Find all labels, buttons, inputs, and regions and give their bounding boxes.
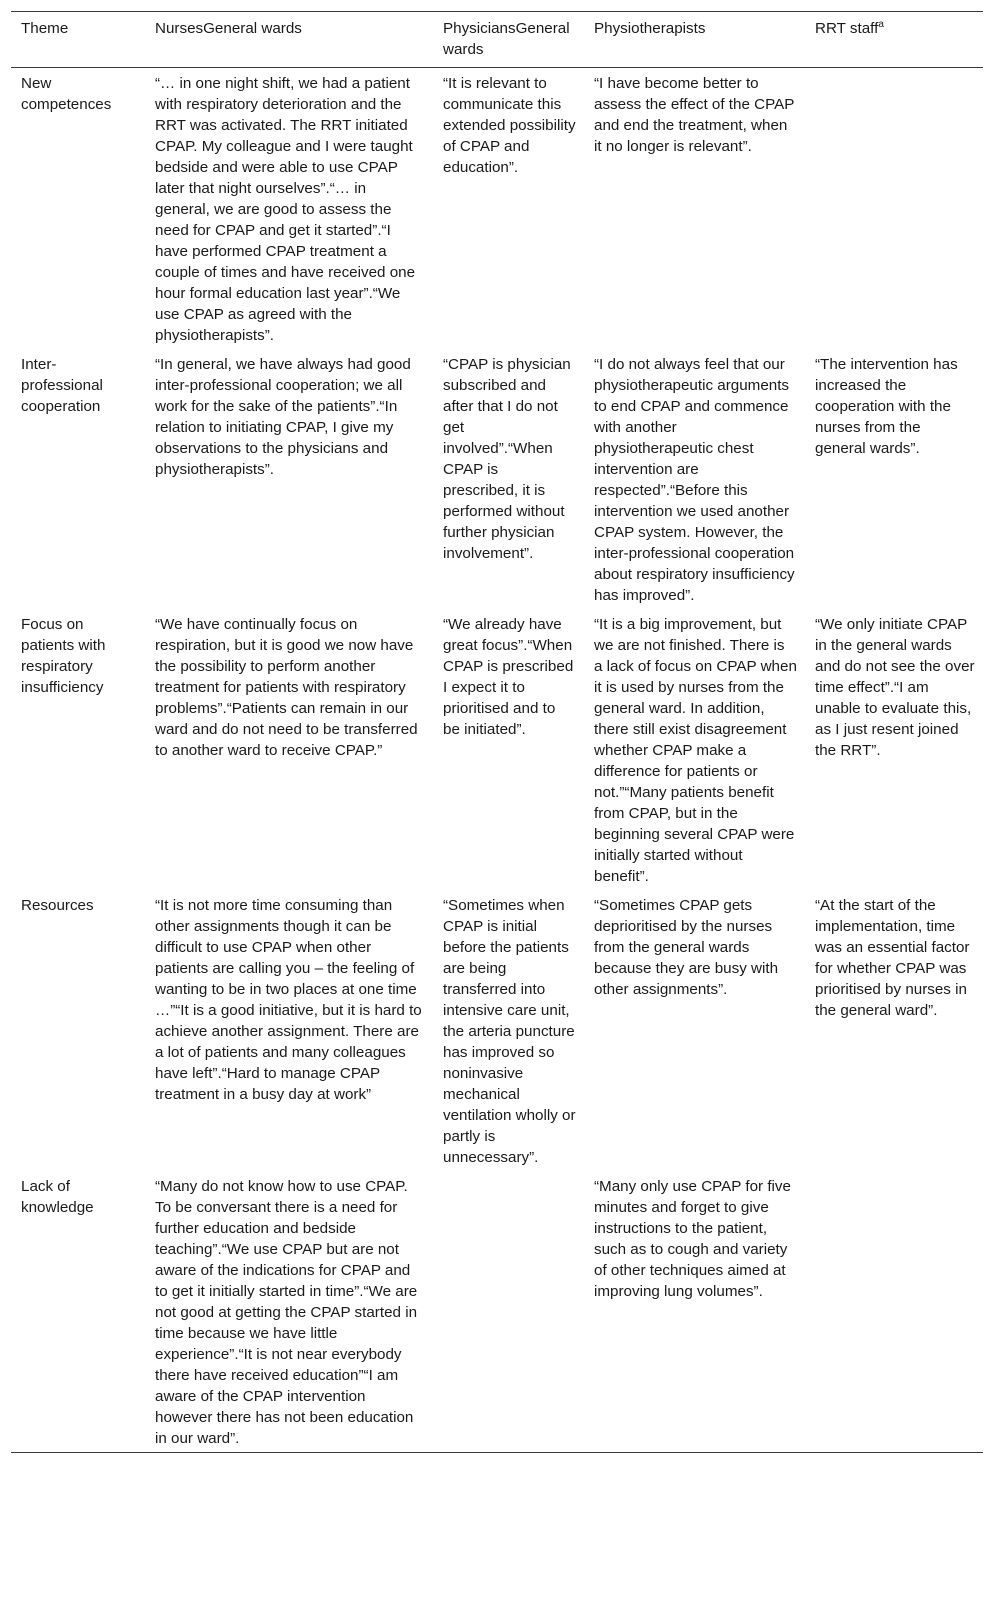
rrt-cell bbox=[805, 68, 983, 350]
table-row bbox=[11, 890, 983, 1171]
theme-cell: Lack of knowledge bbox=[21, 1178, 94, 1216]
header-rrt-staff bbox=[805, 12, 983, 68]
header-rrt-label: RRT staff bbox=[815, 20, 879, 37]
physicians-cell: “It is relevant to communicate this extended possibility of CPAP and education”. bbox=[443, 75, 576, 176]
table-body bbox=[11, 68, 983, 1453]
table-row bbox=[11, 68, 983, 350]
physiotherapists-cell: “Many only use CPAP for five minutes and forget to give instructions to the patient, such as to cough and variety of other techniques aimed at improving lung volumes”. bbox=[594, 1178, 791, 1300]
physicians-cell bbox=[433, 1171, 584, 1453]
header-physiotherapists: Physiotherapists bbox=[594, 20, 706, 37]
nurses-cell: “… in one night shift, we had a patient with respiratory deterioration and the RRT was activated. The RRT initiated CPAP. My colleague and I were taught bedside and were able to use CPAP later that night ourselves”.“… in general, we are good to assess the need for CPAP and get it started”.“I have performed CPAP treatment a couple of times and have received one hour formal education last year”.“We use CPAP as agreed with the physiotherapists”. bbox=[155, 75, 416, 344]
nurses-cell: “Many do not know how to use CPAP. To be conversant there is a need for further education and bedside teaching”.“We use CPAP but are not aware of the indications for CPAP and to get it initially started in time”.“We are not good at getting the CPAP started in time because we have little experience”.“It is not near everybody there have received education”“I am aware of the CPAP intervention however there has not been education in our ward”. bbox=[155, 1178, 418, 1447]
rrt-cell: “At the start of the implementation, time was an essential factor for whether CPAP was prioritised by nurses in the general ward”. bbox=[815, 897, 970, 1019]
rrt-cell: “The intervention has increased the cooperation with the nurses from the general wards”. bbox=[815, 356, 958, 457]
physicians-cell: “Sometimes when CPAP is initial before the patients are being transferred into intensive care unit, the arteria puncture has improved so noninvasive mechanical ventilation wholly or partly is unnecessary”. bbox=[443, 897, 576, 1166]
table-row bbox=[11, 349, 983, 609]
themes-table bbox=[11, 11, 983, 1453]
rrt-cell bbox=[805, 1171, 983, 1453]
header-physicians: PhysiciansGeneral wards bbox=[443, 20, 570, 58]
theme-cell: Focus on patients with respiratory insufficiency bbox=[21, 616, 106, 696]
header-theme: Theme bbox=[21, 20, 69, 37]
theme-cell: New competences bbox=[21, 75, 112, 113]
physiotherapists-cell: “I do not always feel that our physiotherapeutic arguments to end CPAP and commence with another physiotherapeutic chest intervention are respected”.“Before this intervention we used another CPAP system. However, the inter-professional cooperation about respiratory insufficiency has improved”. bbox=[594, 356, 795, 604]
table-row bbox=[11, 1171, 983, 1453]
table-row bbox=[11, 609, 983, 890]
header-row bbox=[11, 12, 983, 68]
header-nurses: NursesGeneral wards bbox=[155, 20, 302, 37]
table-container bbox=[11, 11, 983, 1453]
physiotherapists-cell: “I have become better to assess the effect of the CPAP and end the treatment, when it no longer is relevant”. bbox=[594, 75, 795, 155]
footnote-marker: a bbox=[878, 18, 884, 30]
physiotherapists-cell: “It is a big improvement, but we are not finished. There is a lack of focus on CPAP when it is used by nurses from the general ward. In addition, there still exist disagreement whether CPAP make a difference for patients or not.”“Many patients benefit from CPAP, but in the beginning several CPAP were initially started without benefit”. bbox=[594, 616, 797, 885]
theme-cell: Inter-professional cooperation bbox=[21, 356, 103, 415]
nurses-cell: “We have continually focus on respiration, but it is good we now have the possibility to perform another treatment for patients with respiratory problems”.“Patients can remain in our ward and do not need to be transferred to another ward to receive CPAP.” bbox=[155, 616, 418, 759]
nurses-cell: “In general, we have always had good inter-professional cooperation; we all work for the sake of the patients”.“In relation to initiating CPAP, I give my observations to the physicians and physiotherapists”. bbox=[155, 356, 411, 478]
table-header bbox=[11, 12, 983, 68]
rrt-cell: “We only initiate CPAP in the general wards and do not see the over time effect”.“I am unable to evaluate this, as I just resent joined the RRT”. bbox=[815, 616, 975, 759]
physicians-cell: “CPAP is physician subscribed and after that I do not get involved”.“When CPAP is prescribed, it is performed without further physician involvement”. bbox=[443, 356, 571, 562]
physiotherapists-cell: “Sometimes CPAP gets deprioritised by the nurses from the general wards because they are busy with other assignments”. bbox=[594, 897, 779, 998]
nurses-cell: “It is not more time consuming than other assignments though it can be difficult to use CPAP when other patients are calling you – the feeling of wanting to be in two places at one time …”“It is a good initiative, but it is hard to achieve another assignment. There are a lot of patients and many colleagues have left”.“Hard to manage CPAP treatment in a busy day at work” bbox=[155, 897, 422, 1103]
theme-cell: Resources bbox=[21, 897, 94, 914]
physicians-cell: “We already have great focus”.“When CPAP is prescribed I expect it to prioritised and to be initiated”. bbox=[443, 616, 574, 738]
